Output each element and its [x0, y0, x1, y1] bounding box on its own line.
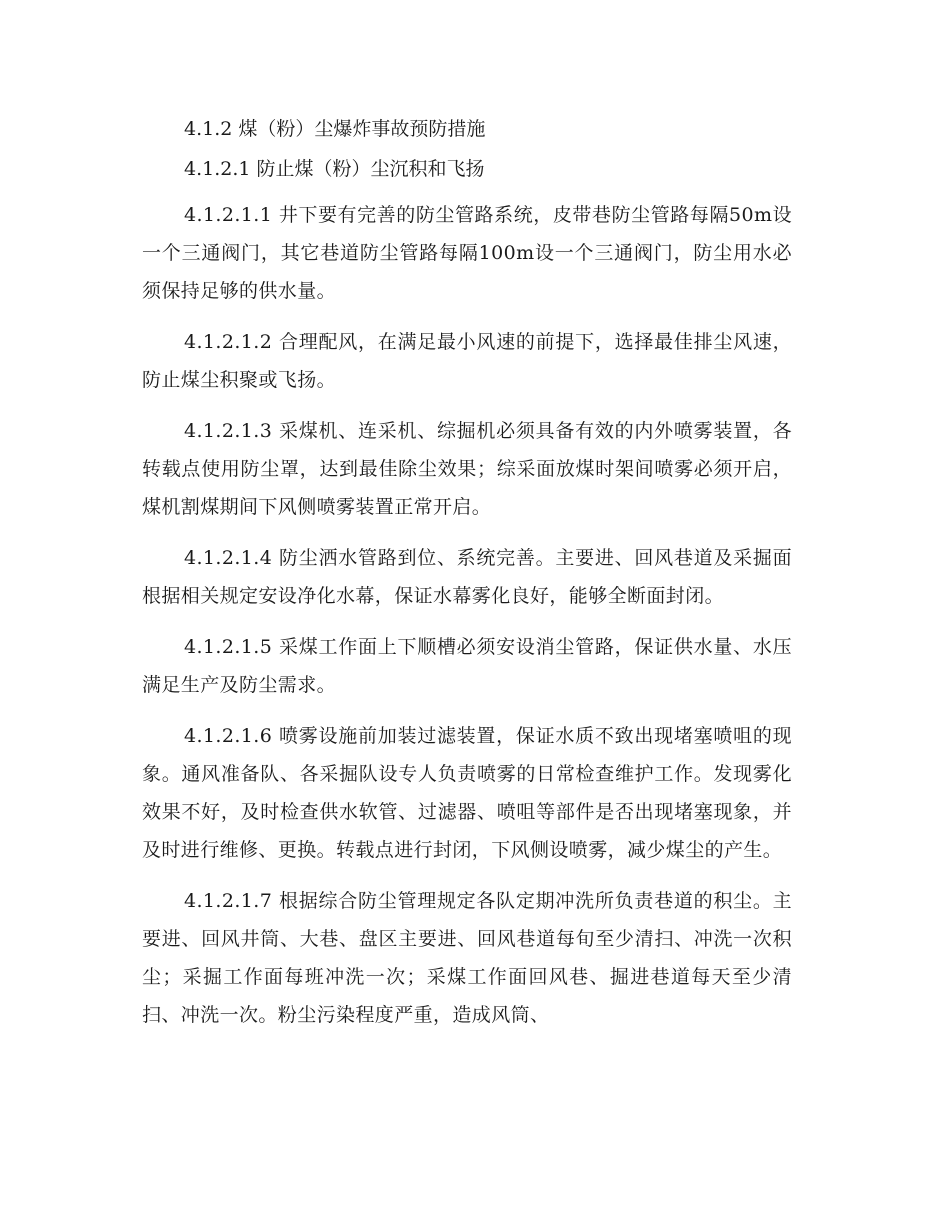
- paragraph-4-1-2-1-6: 4.1.2.1.6 喷雾设施前加装过滤装置，保证水质不致出现堵塞喷咀的现象。通风准备队、各采掘队设专人负责喷雾的日常检查维护工作。发现雾化效果不好，及时检查供水软管、过滤器、喷咀等部件是否出现堵塞现象，并及时进行维修、更换。转载点进行封闭，下风侧设喷雾，减少煤尘的产生。: [142, 725, 792, 861]
- subsection-heading: 4.1.2.1 防止煤（粉）尘沉积和飞扬: [184, 158, 485, 180]
- paragraph-4-1-2-1-4: 4.1.2.1.4 防尘洒水管路到位、系统完善。主要进、回风巷道及采掘面根据相关规定安设净化水幕，保证水幕雾化良好，能够全断面封闭。: [142, 547, 792, 607]
- paragraph-4-1-2-1-5: 4.1.2.1.5 采煤工作面上下顺槽必须安设消尘管路，保证供水量、水压满足生产及防尘需求。: [142, 636, 792, 696]
- paragraph-4-1-2-1-7: 4.1.2.1.7 根据综合防尘管理规定各队定期冲洗所负责巷道的积尘。主要进、回风井筒、大巷、盘区主要进、回风巷道每旬至少清扫、冲洗一次积尘；采掘工作面每班冲洗一次；采煤工作面回风巷、掘进巷道每天至少清扫、冲洗一次。粉尘污染程度严重，造成风筒、: [142, 890, 792, 1026]
- paragraph-4-1-2-1-1: 4.1.2.1.1 井下要有完善的防尘管路系统，皮带巷防尘管路每隔50m设一个三通阀门，其它巷道防尘管路每隔100m设一个三通阀门，防尘用水必须保持足够的供水量。: [142, 204, 792, 302]
- document-page: [142, 110, 792, 1047]
- section-heading: 4.1.2 煤（粉）尘爆炸事故预防措施: [184, 118, 486, 140]
- paragraph-4-1-2-1-2: 4.1.2.1.2 合理配风，在满足最小风速的前提下，选择最佳排尘风速，防止煤尘积聚或飞扬。: [142, 331, 792, 391]
- paragraph-4-1-2-1-3: 4.1.2.1.3 采煤机、连采机、综掘机必须具备有效的内外喷雾装置，各转载点使用防尘罩，达到最佳除尘效果；综采面放煤时架间喷雾必须开启，煤机割煤期间下风侧喷雾装置正常开启。: [142, 420, 792, 518]
